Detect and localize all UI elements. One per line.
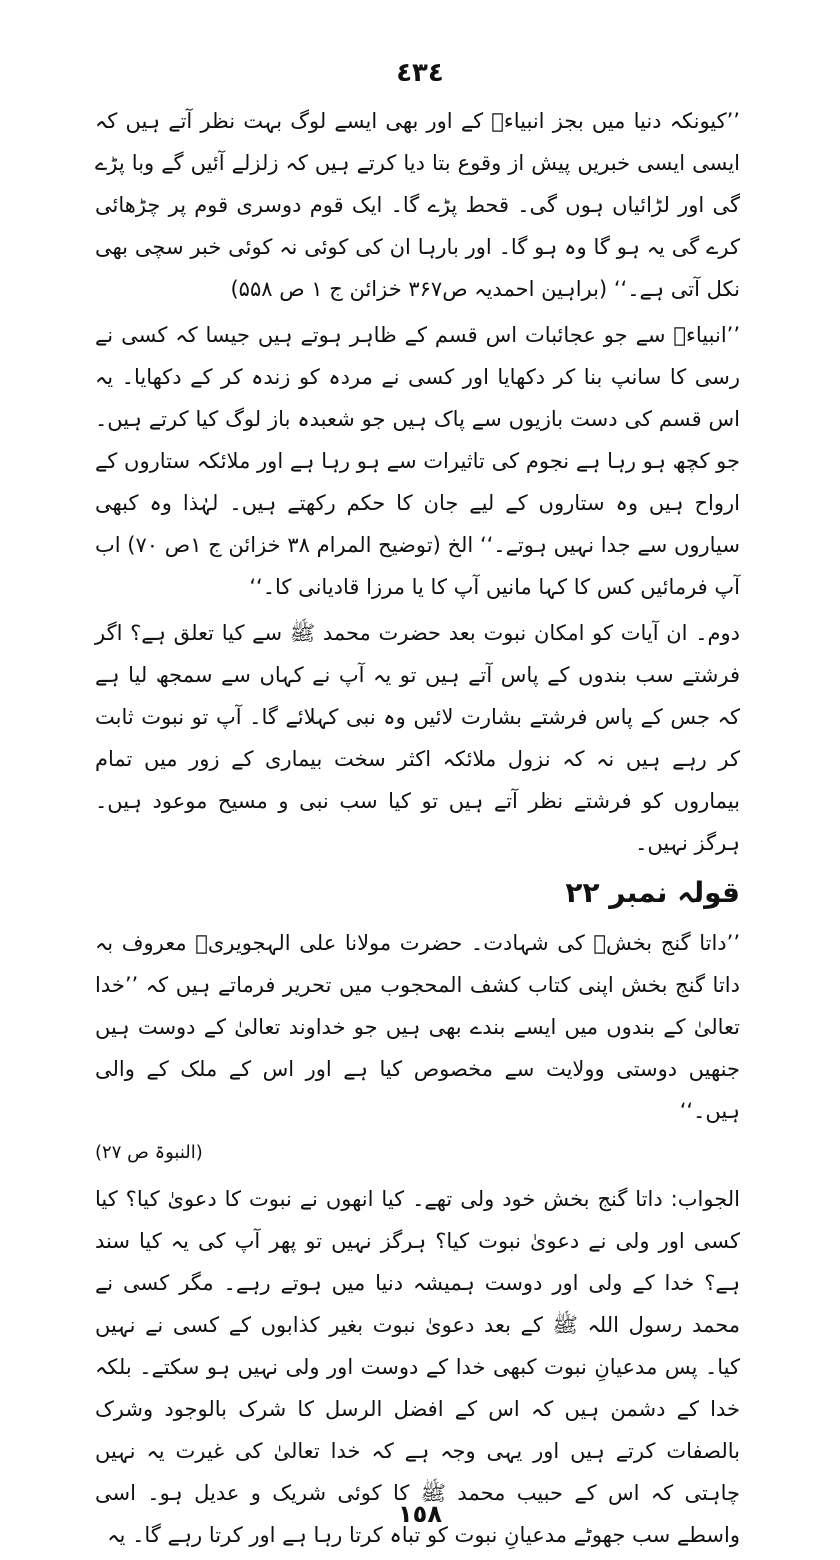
- footer-page-number: ١٥٨: [398, 1500, 442, 1528]
- paragraph-second-point: دوم۔ ان آیات کو امکان نبوت بعد حضرت محمد ﷺ سے کیا تعلق ہے؟ اگر فرشتے سب بندوں کے پاس آتے ہیں تو یہ آپ نے کہاں سے سمجھ لیا ہے کہ جس کے پاس فرشتے بشارت لائیں وہ نبی کہلائے گا۔ آپ تو نبوت ثابت کر رہے ہیں نہ کہ نزول ملائکہ اکثر سخت بیماری کے زور میں تمام بیماروں کو فرشتے نظر آتے ہیں تو کیا سب نبی و مسیح موعود ہیں۔ ہرگز نہیں۔: [95, 621, 740, 855]
- quote-text: ’’داتا گنج بخشؒ کی شہادت۔ حضرت مولانا علی الہجویریؒ معروف بہ داتا گنج بخش اپنی کتاب کشف المحجوب میں تحریر فرماتے ہیں کہ ’’خدا تعالیٰ کے بندوں میں ایسے بندے بھی ہیں جو خداوند تعالیٰ کے دوست ہیں جنھیں دوستی وولایت سے مخصوص کیا ہے اور اس کے ملک کے والی ہیں۔‘‘: [95, 931, 740, 1123]
- header-page-number: ٤٣٤: [396, 58, 444, 88]
- paragraph-quote-braheen: ’’کیونکہ دنیا میں بجز انبیاءؑ کے اور بھی ایسے لوگ بہت نظر آتے ہیں کہ ایسی ایسی خبریں پیش از وقوع بتا دیا کرتے ہیں کہ زلزلے آئیں گے وبا پڑے گی اور لڑائیاں ہوں گی۔ قحط پڑے گا۔ ایک قوم دوسری قوم پر چڑھائی کرے گی یہ ہو گا وہ ہو گا۔ اور بارہا ان کی کوئی نہ کوئی خبر سچی بھی نکل آتی ہے۔‘‘ (براہین احمدیہ ص۳۶۷ خزائن ج ۱ ص ۵۵۸): [95, 109, 740, 301]
- quote-citation: (النبوۃ ص ۲۷): [95, 1142, 203, 1163]
- paragraph-quote-tauzeeh: ’’انبیاءؑ سے جو عجائبات اس قسم کے ظاہر ہوتے ہیں جیسا کہ کسی نے رسی کا سانپ بنا کر دکھایا اور کسی نے مردہ کو زندہ کر کے دکھایا۔ یہ اس قسم کی دست بازیوں سے پاک ہیں جو شعبدہ باز لوگ کیا کرتے ہیں۔ جو کچھ ہو رہا ہے نجوم کی تاثیرات سے ہو رہا ہے اور ملائکہ ستاروں کے ارواح ہیں وہ ستاروں کے لیے جان کا حکم رکھتے ہیں۔ لہٰذا وہ کبھی سیاروں سے جدا نہیں ہوتے۔‘‘ الخ (توضیح المرام ۳۸ خزائن ج ۱ص ۷۰) اب آپ فرمائیں کس کا کہا مانیں آپ کا یا مرزا قادیانی کا۔‘‘: [95, 323, 740, 599]
- paragraph-quote-data-ganj-bakhsh: [95, 922, 740, 1174]
- section-heading: قولہ نمبر ۲۲: [565, 876, 740, 909]
- page-body: [95, 100, 740, 1560]
- paragraph-answer: الجواب: داتا گنج بخش خود ولی تھے۔ کیا انھوں نے نبوت کا دعویٰ کیا؟ کیا کسی اور ولی نے دعویٰ نبوت کیا؟ ہرگز نہیں تو پھر آپ کی یہ کیا سند ہے؟ خدا کے ولی اور دوست ہمیشہ دنیا میں ہوتے رہے۔ مگر کسی نے محمد رسول اللہ ﷺ کے بعد دعویٰ نبوت بغیر کذابوں کے کسی نے نہیں کیا۔ پس مدعیانِ نبوت کبھی خدا کے دوست اور ولی نہیں ہو سکتے۔ بلکہ خدا کے دشمن ہیں کہ اس کے افضل الرسل کا شرک بالوجود وشرک بالصفات کرتے ہیں اور یہی وجہ ہے کہ خدا تعالیٰ کی غیرت یہ نہیں چاہتی کہ اس کے حبیب محمد ﷺ کا کوئی شریک و عدیل ہو۔ اسی واسطے سب جھوٹے مدعیانِ نبوت کو تباہ کرتا رہا ہے اور کرتا رہے گا۔ یہ: [95, 1187, 740, 1547]
